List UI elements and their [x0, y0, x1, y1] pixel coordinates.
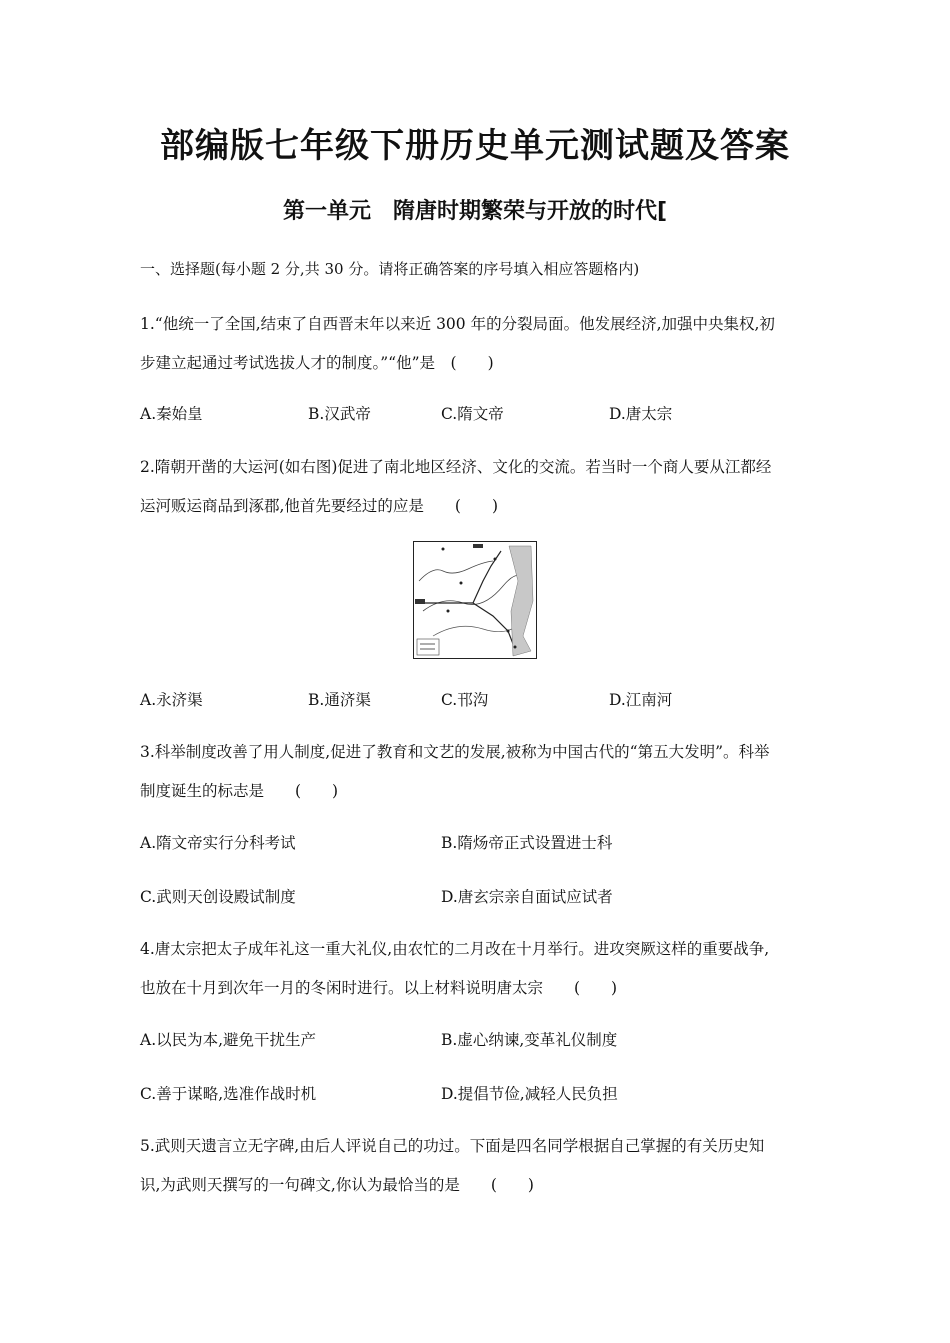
question-1-option-b: B.汉武帝 [308, 405, 371, 423]
question-4-option-d: D.提倡节俭,减轻人民负担 [441, 1085, 618, 1103]
question-2-line-1: 2.隋朝开凿的大运河(如右图)促进了南北地区经济、文化的交流。若当时一个商人要从江都经 [140, 458, 772, 476]
question-4-line-2: 也放在十月到次年一月的冬闲时进行。以上材料说明唐太宗 ( ) [140, 979, 618, 997]
question-1-line-1: 1.“他统一了全国,结束了自西晋末年以来近 300 年的分裂局面。他发展经济,加强中央集权,初 [140, 315, 775, 333]
question-3-option-a: A.隋文帝实行分科考试 [140, 834, 296, 852]
question-1-option-a: A.秦始皇 [140, 405, 203, 423]
question-5-line-2: 识,为武则天撰写的一句碑文,你认为最恰当的是 ( ) [140, 1176, 534, 1194]
question-1-option-c: C.隋文帝 [441, 405, 504, 423]
question-3-option-d: D.唐玄宗亲自面试应试者 [441, 888, 613, 906]
question-4-option-a: A.以民为本,避免干扰生产 [140, 1031, 317, 1049]
question-4-option-b: B.虚心纳谏,变革礼仪制度 [441, 1031, 618, 1049]
question-3-line-1: 3.科举制度改善了用人制度,促进了教育和文艺的发展,被称为中国古代的“第五大发明”。科举 [140, 743, 770, 761]
question-3-option-c: C.武则天创设殿试制度 [140, 888, 296, 906]
question-4-line-1: 4.唐太宗把太子成年礼这一重大礼仪,由农忙的二月改在十月举行。进攻突厥这样的重要战争, [140, 940, 770, 958]
question-1-option-d: D.唐太宗 [609, 405, 673, 423]
question-2-option-a: A.永济渠 [140, 691, 203, 709]
document-title: 部编版七年级下册历史单元测试题及答案 [160, 126, 790, 166]
question-1-line-2: 步建立起通过考试选拔人才的制度。”“他”是 ( ) [140, 354, 494, 372]
question-3-line-2: 制度诞生的标志是 ( ) [140, 782, 339, 800]
unit-subtitle: 第一单元 隋唐时期繁荣与开放的时代[ [282, 199, 668, 224]
question-4-option-c: C.善于谋略,选准作战时机 [140, 1085, 317, 1103]
question-2-option-b: B.通济渠 [308, 691, 371, 709]
question-2-line-2: 运河贩运商品到涿郡,他首先要经过的应是 ( ) [140, 497, 499, 515]
grand-canal-map-image [413, 541, 537, 659]
question-2-option-c: C.邗沟 [441, 691, 489, 709]
question-3-option-b: B.隋炀帝正式设置进士科 [441, 834, 613, 852]
section-heading: 一、选择题(每小题 2 分,共 30 分。请将正确答案的序号填入相应答题格内) [140, 260, 640, 278]
question-2-option-d: D.江南河 [609, 691, 673, 709]
question-5-line-1: 5.武则天遗言立无字碑,由后人评说自己的功过。下面是四名同学根据自己掌握的有关历史知 [140, 1137, 765, 1155]
